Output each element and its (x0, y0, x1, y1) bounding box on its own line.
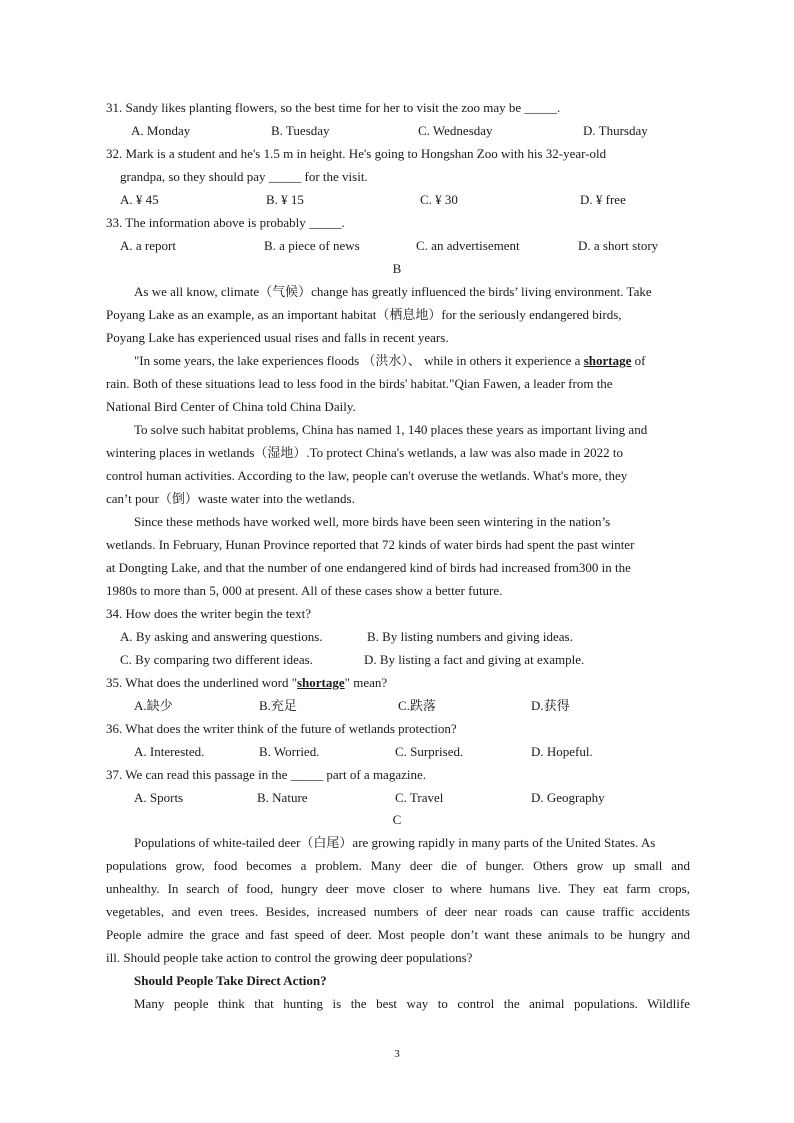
passage-b-p1-line-1: As we all know, climate（气候）change has greatly influenced the birds’ living environment. Take (134, 284, 652, 299)
question-31: 31. Sandy likes planting flowers, so the best time for her to visit the zoo may be _____. (106, 100, 561, 115)
question-37: 37. We can read this passage in the _____ part of a magazine. (106, 767, 426, 782)
passage-b-p3-line-1: To solve such habitat problems, China has named 1, 140 places these years as important living and (134, 422, 648, 437)
q37-option-a: A. Sports (134, 790, 184, 805)
passage-c-p1-line-3: unhealthy. In search of food, hungry deer move closer to where humans live. They eat farm crops, (106, 881, 690, 896)
question-36: 36. What does the writer think of the future of wetlands protection? (106, 721, 457, 736)
q33-option-b: B. a piece of news (264, 238, 360, 253)
question-32-line-2: grandpa, so they should pay _____ for the visit. (120, 169, 368, 184)
q35-text-post: " mean? (344, 675, 388, 690)
q35-underlined-word: shortage (297, 675, 345, 690)
q35-option-d: D.获得 (531, 698, 570, 713)
q34-option-b: B. By listing numbers and giving ideas. (367, 629, 573, 644)
q32-option-b: B. ¥ 15 (266, 192, 304, 207)
passage-b-p4-line-3: at Dongting Lake, and that the number of one endangered kind of birds had increased from300 in the (106, 560, 631, 575)
passage-b-p3-line-2: wintering places in wetlands（湿地）.To protect China's wetlands, a law was also made in 2022 to (106, 445, 623, 460)
passage-b-p4-line-1: Since these methods have worked well, more birds have been seen wintering in the nation’s (134, 514, 611, 529)
passage-b-p3-line-3: control human activities. According to the law, people can't overuse the wetlands. What's more, they (106, 468, 628, 483)
q34-option-d: D. By listing a fact and giving at example. (364, 652, 585, 667)
q36-option-a: A. Interested. (134, 744, 205, 759)
page-number: 3 (394, 1048, 400, 1060)
q34-option-a: A. By asking and answering questions. (120, 629, 323, 644)
underlined-word-shortage: shortage (583, 353, 632, 368)
q32-option-a: A. ¥ 45 (120, 192, 159, 207)
section-c-heading: C (392, 812, 402, 827)
passage-b-p1-line-3: Poyang Lake has experienced usual rises and falls in recent years. (106, 330, 449, 345)
question-34: 34. How does the writer begin the text? (106, 606, 312, 621)
passage-c-subheading: Should People Take Direct Action? (134, 973, 327, 988)
passage-c-p1-line-4: vegetables, and even trees. Besides, increased numbers of deer near roads can cause traffic accidents (106, 904, 690, 919)
q31-option-b: B. Tuesday (271, 123, 330, 138)
q36-option-d: D. Hopeful. (531, 744, 593, 759)
q32-option-c: C. ¥ 30 (420, 192, 458, 207)
passage-b-p3-line-4: can’t pour（倒）waste water into the wetlands. (106, 491, 355, 506)
q35-option-b: B.充足 (259, 698, 297, 713)
question-32-line-1: 32. Mark is a student and he's 1.5 m in height. He's going to Hongshan Zoo with his 32-year-old (106, 146, 607, 161)
q32-option-d: D. ¥ free (580, 192, 626, 207)
passage-c-p2-line-1: Many people think that hunting is the best way to control the animal populations. Wildlife (134, 996, 690, 1011)
q35-text-pre: 35. What does the underlined word " (106, 675, 297, 690)
q35-option-c: C.跌落 (398, 698, 436, 713)
passage-b-p1-line-2: Poyang Lake as an example, as an important habitat（栖息地）for the seriously endangered birds, (106, 307, 622, 322)
q34-option-c: C. By comparing two different ideas. (120, 652, 313, 667)
passage-b-p2-text-pre: "In some years, the lake experiences floods （洪水）、 while in others it experience a (134, 353, 584, 368)
passage-c-p1-line-1: Populations of white-tailed deer（白尾）are growing rapidly in many parts of the United States. As (134, 835, 656, 850)
passage-b-p4-line-4: 1980s to more than 5, 000 at present. All of these cases show a better future. (106, 583, 503, 598)
q37-option-d: D. Geography (531, 790, 605, 805)
section-b-heading: B (392, 261, 402, 276)
q33-option-d: D. a short story (578, 238, 659, 253)
q37-option-c: C. Travel (395, 790, 444, 805)
passage-c-p1-line-6: ill. Should people take action to control the growing deer populations? (106, 950, 473, 965)
passage-b-p2-line-3: National Bird Center of China told China Daily. (106, 399, 356, 414)
question-33: 33. The information above is probably _____. (106, 215, 345, 230)
passage-c-p1-line-2: populations grow, food becomes a problem. Many deer die of bunger. Others grow up small and (106, 858, 690, 873)
passage-b-p2-text-post: of (631, 353, 646, 368)
q31-option-a: A. Monday (131, 123, 191, 138)
q36-option-c: C. Surprised. (395, 744, 464, 759)
q33-option-a: A. a report (120, 238, 176, 253)
q37-option-b: B. Nature (257, 790, 308, 805)
passage-c-p1-line-5: People admire the grace and fast speed of deer. Most people don’t want these animals to be hungry and (106, 927, 690, 942)
passage-b-p4-line-2: wetlands. In February, Hunan Province reported that 72 kinds of water birds had spent the past winter (106, 537, 635, 552)
q31-option-c: C. Wednesday (418, 123, 493, 138)
passage-b-p2-line-2: rain. Both of these situations lead to less food in the birds' habitat."Qian Fawen, a leader from the (106, 376, 613, 391)
q35-option-a: A.缺少 (134, 698, 173, 713)
q31-option-d: D. Thursday (583, 123, 648, 138)
q33-option-c: C. an advertisement (416, 238, 520, 253)
question-35 (106, 675, 387, 691)
passage-b-p2-line-1 (134, 353, 645, 369)
q36-option-b: B. Worried. (259, 744, 320, 759)
